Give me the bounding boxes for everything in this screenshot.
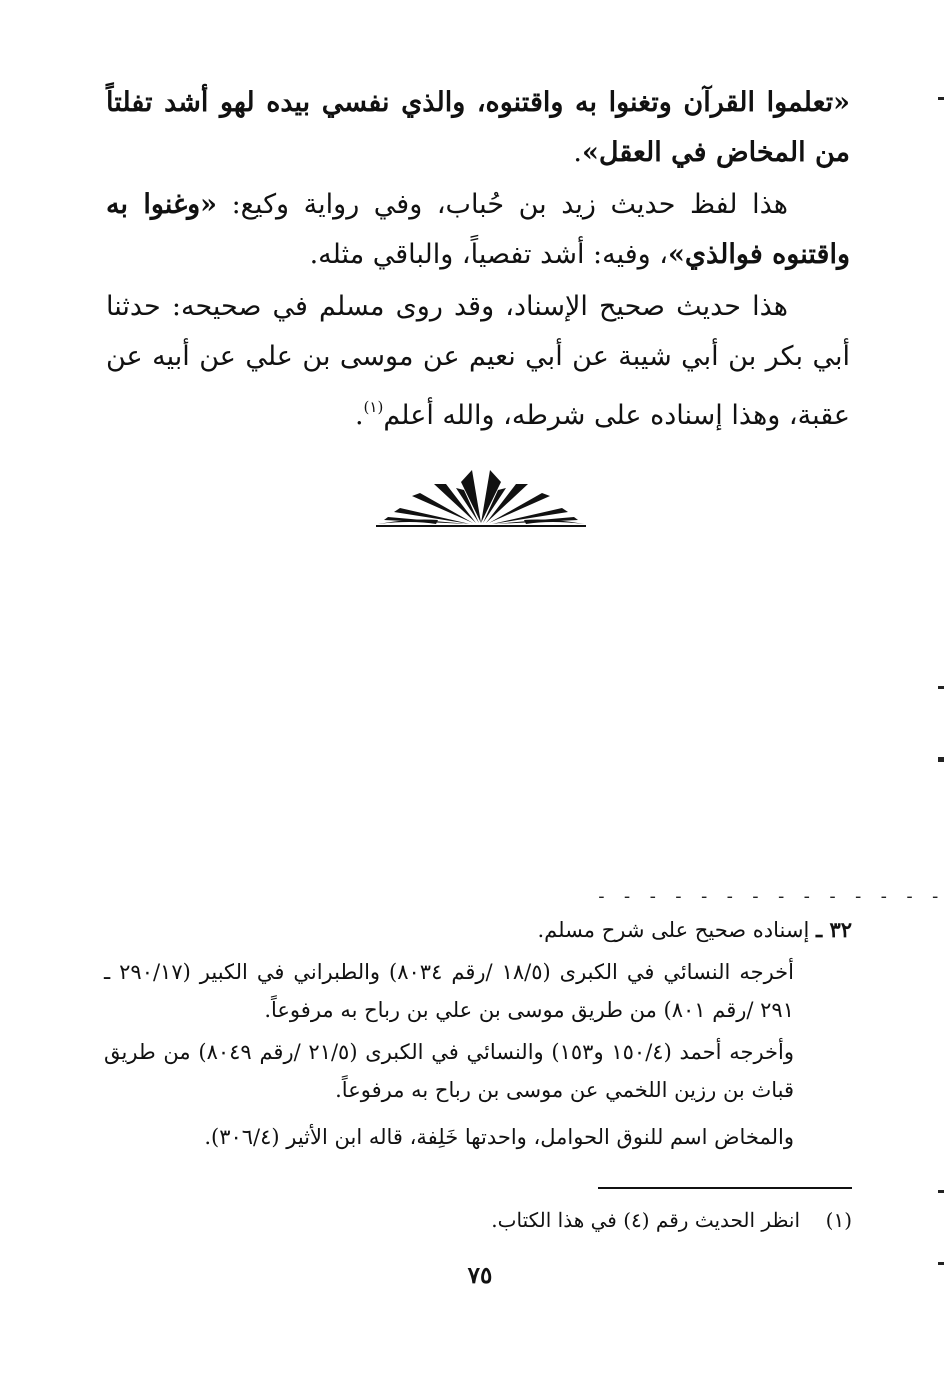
scan-edge-mark <box>938 97 944 100</box>
variant-quote: «وغنوا به واقتنوه فوالذي» <box>106 189 850 270</box>
footnote-number: (١) <box>825 1208 852 1232</box>
takhrij-note-1: أخرجه النسائي في الكبرى (١٨/٥ /رقم ٨٠٣٤) والطبراني في الكبير (٢٩٠/١٧ ـ ٢٩١ /رقم ٨٠١) من طريق موسى بن علي بن رباح به مرفوعاً. <box>104 960 794 1022</box>
footnote <box>300 1203 852 1237</box>
takhrij-note-2: وأخرجه أحمد (١٥٠/٤ و١٥٣) والنسائي في الكبرى (٢١/٥ /رقم ٨٠٤٩) من طريق قباث بن رزين اللخمي عن موسى بن رباح به مرفوعاً. <box>104 1040 795 1102</box>
gloss-note: والمخاض اسم للنوق الحوامل، واحدتها خَلِفة، قاله ابن الأثير (٣٠٦/٤). <box>204 1125 794 1149</box>
narration-variant-paragraph <box>106 180 850 280</box>
scan-edge-mark <box>938 1190 944 1193</box>
scan-edge-mark <box>938 1262 944 1265</box>
scan-edge-mark <box>938 686 944 689</box>
footnote-reference: (١) <box>363 398 384 416</box>
footnote-text: انظر الحديث رقم (٤) في هذا الكتاب. <box>491 1208 800 1232</box>
sunburst-ornament-icon <box>376 460 586 530</box>
note-heading <box>104 911 852 949</box>
note-number: ٣٢ ـ <box>815 917 852 942</box>
notes-separator: - - - - - - - - - - - - - - <box>596 886 943 907</box>
footnote-rule <box>598 1187 852 1189</box>
page-number: ٧٥ <box>467 1262 493 1289</box>
hadith-quote: «تعلموا القرآن وتغنوا به واقتنوه، والذي نفسي بيده لهو أشد تفلتاً من المخاض في العقل» <box>106 87 850 168</box>
hadith-text-paragraph <box>106 78 850 178</box>
hadith-end-mark: . <box>573 137 582 168</box>
isnad-end-mark: . <box>354 400 364 431</box>
note-grading: إسناده صحيح على شرح مسلم. <box>537 918 810 942</box>
isnad-assessment-paragraph <box>106 282 850 441</box>
variant-rest: ، وفيه: أشد تفصياً، والباقي مثله. <box>309 239 668 270</box>
variant-intro: هذا لفظ حديث زيد بن حُباب، وفي رواية وكيع: <box>217 189 788 220</box>
isnad-text: هذا حديث صحيح الإسناد، وقد روى مسلم في صحيحه: حدثنا أبي بكر بن أبي شيبة عن أبي نعيم عن موسى بن علي عن أبيه عن عقبة، وهذا إسناده على شرطه، والله أعلم <box>106 291 850 431</box>
scan-edge-mark <box>938 757 944 762</box>
